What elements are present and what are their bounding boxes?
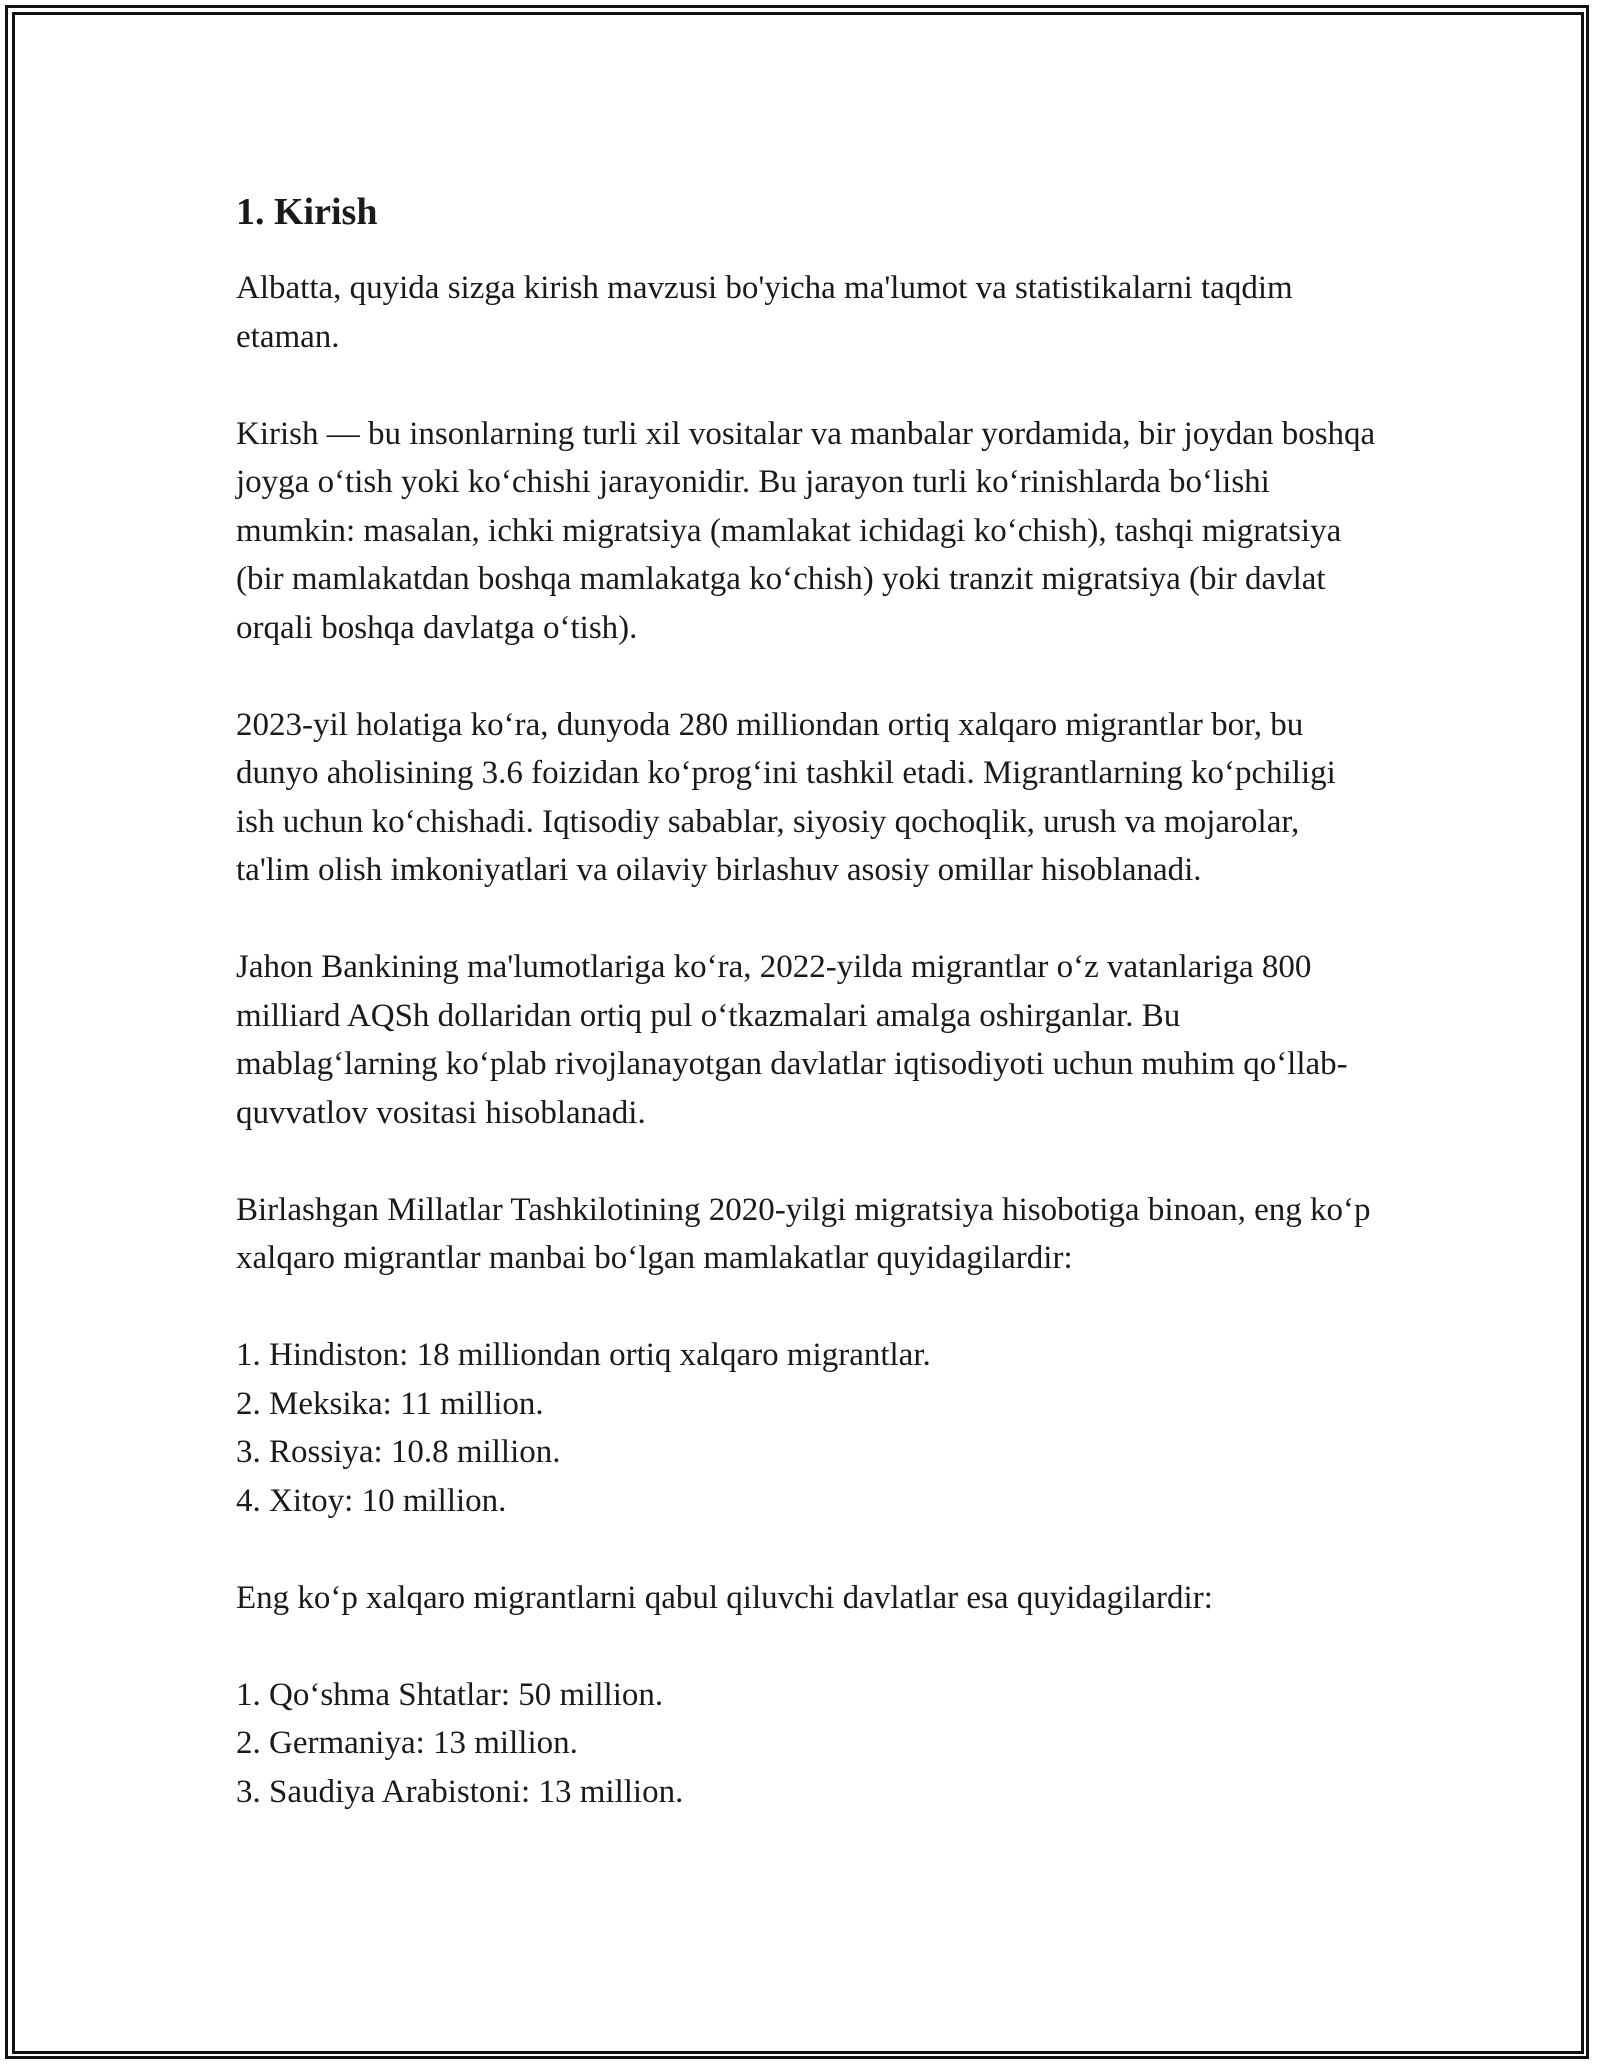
list-item: 2. Meksika: 11 million. — [236, 1385, 544, 1422]
paragraph-intro: Albatta, quyida sizga kirish mavzusi bo'yicha ma'lumot va statistikalarni taqdim etaman. — [236, 270, 1293, 355]
document-body — [236, 184, 1376, 1865]
list-item: 1. Hindiston: 18 milliondan ortiq xalqaro migrantlar. — [236, 1337, 931, 1373]
list-item: 4. Xitoy: 10 million. — [236, 1482, 507, 1519]
list-item: 1. Qoʻshma Shtatlar: 50 million. — [236, 1676, 664, 1713]
paragraph-un-report: Birlashgan Millatlar Tashkilotining 2020-yilgi migratsiya hisobotiga binoan, eng koʻp xalqaro migrantlar manbai boʻlgan mamlakatlar quyidagilardir: — [236, 1191, 1371, 1276]
paragraph-receiving-intro: Eng koʻp xalqaro migrantlarni qabul qiluvchi davlatlar esa quyidagilardir: — [236, 1579, 1213, 1616]
paragraph-statistics: 2023-yil holatiga koʻra, dunyoda 280 milliondan ortiq xalqaro migrantlar bor, bu dunyo aholisining 3.6 foizidan koʻprogʻini tashkil etadi. Migrantlarning koʻpchiligi ish uchun koʻchishadi. Iqtisodiy sabablar, siyosiy qochoqlik, urush va mojarolar, ta'lim olish imkoniyatlari va oilaviy birlashuv asosiy omillar hisoblanadi. — [236, 706, 1336, 888]
list-item: 2. Germaniya: 13 million. — [236, 1725, 578, 1761]
list-item: 3. Saudiya Arabistoni: 13 million. — [236, 1773, 684, 1810]
receiving-countries-list — [236, 1671, 1376, 1817]
list-item: 3. Rossiya: 10.8 million. — [236, 1434, 561, 1470]
section-heading: 1. Kirish — [236, 191, 378, 233]
paragraph-definition: Kirish — bu insonlarning turli xil vositalar va manbalar yordamida, bir joydan boshqa joyga oʻtish yoki koʻchishi jarayonidir. Bu jarayon turli koʻrinishlarda boʻlishi mumkin: masalan, ichki migratsiya (mamlakat ichidagi koʻchish), tashqi migratsiya (bir mamlakatdan boshqa mamlakatga koʻchish) yoki tranzit migratsiya (bir davlat orqali boshqa davlatga oʻtish). — [236, 415, 1376, 646]
paragraph-remittances: Jahon Bankining ma'lumotlariga koʻra, 2022-yilda migrantlar oʻz vatanlariga 800 milliard AQSh dollaridan ortiq pul oʻtkazmalari amalga oshirganlar. Bu mablagʻlarning koʻplab rivojlanayotgan davlatlar iqtisodiyoti uchun muhim qoʻllab-quvvatlov vositasi hisoblanadi. — [236, 949, 1348, 1131]
source-countries-list — [236, 1331, 1376, 1525]
